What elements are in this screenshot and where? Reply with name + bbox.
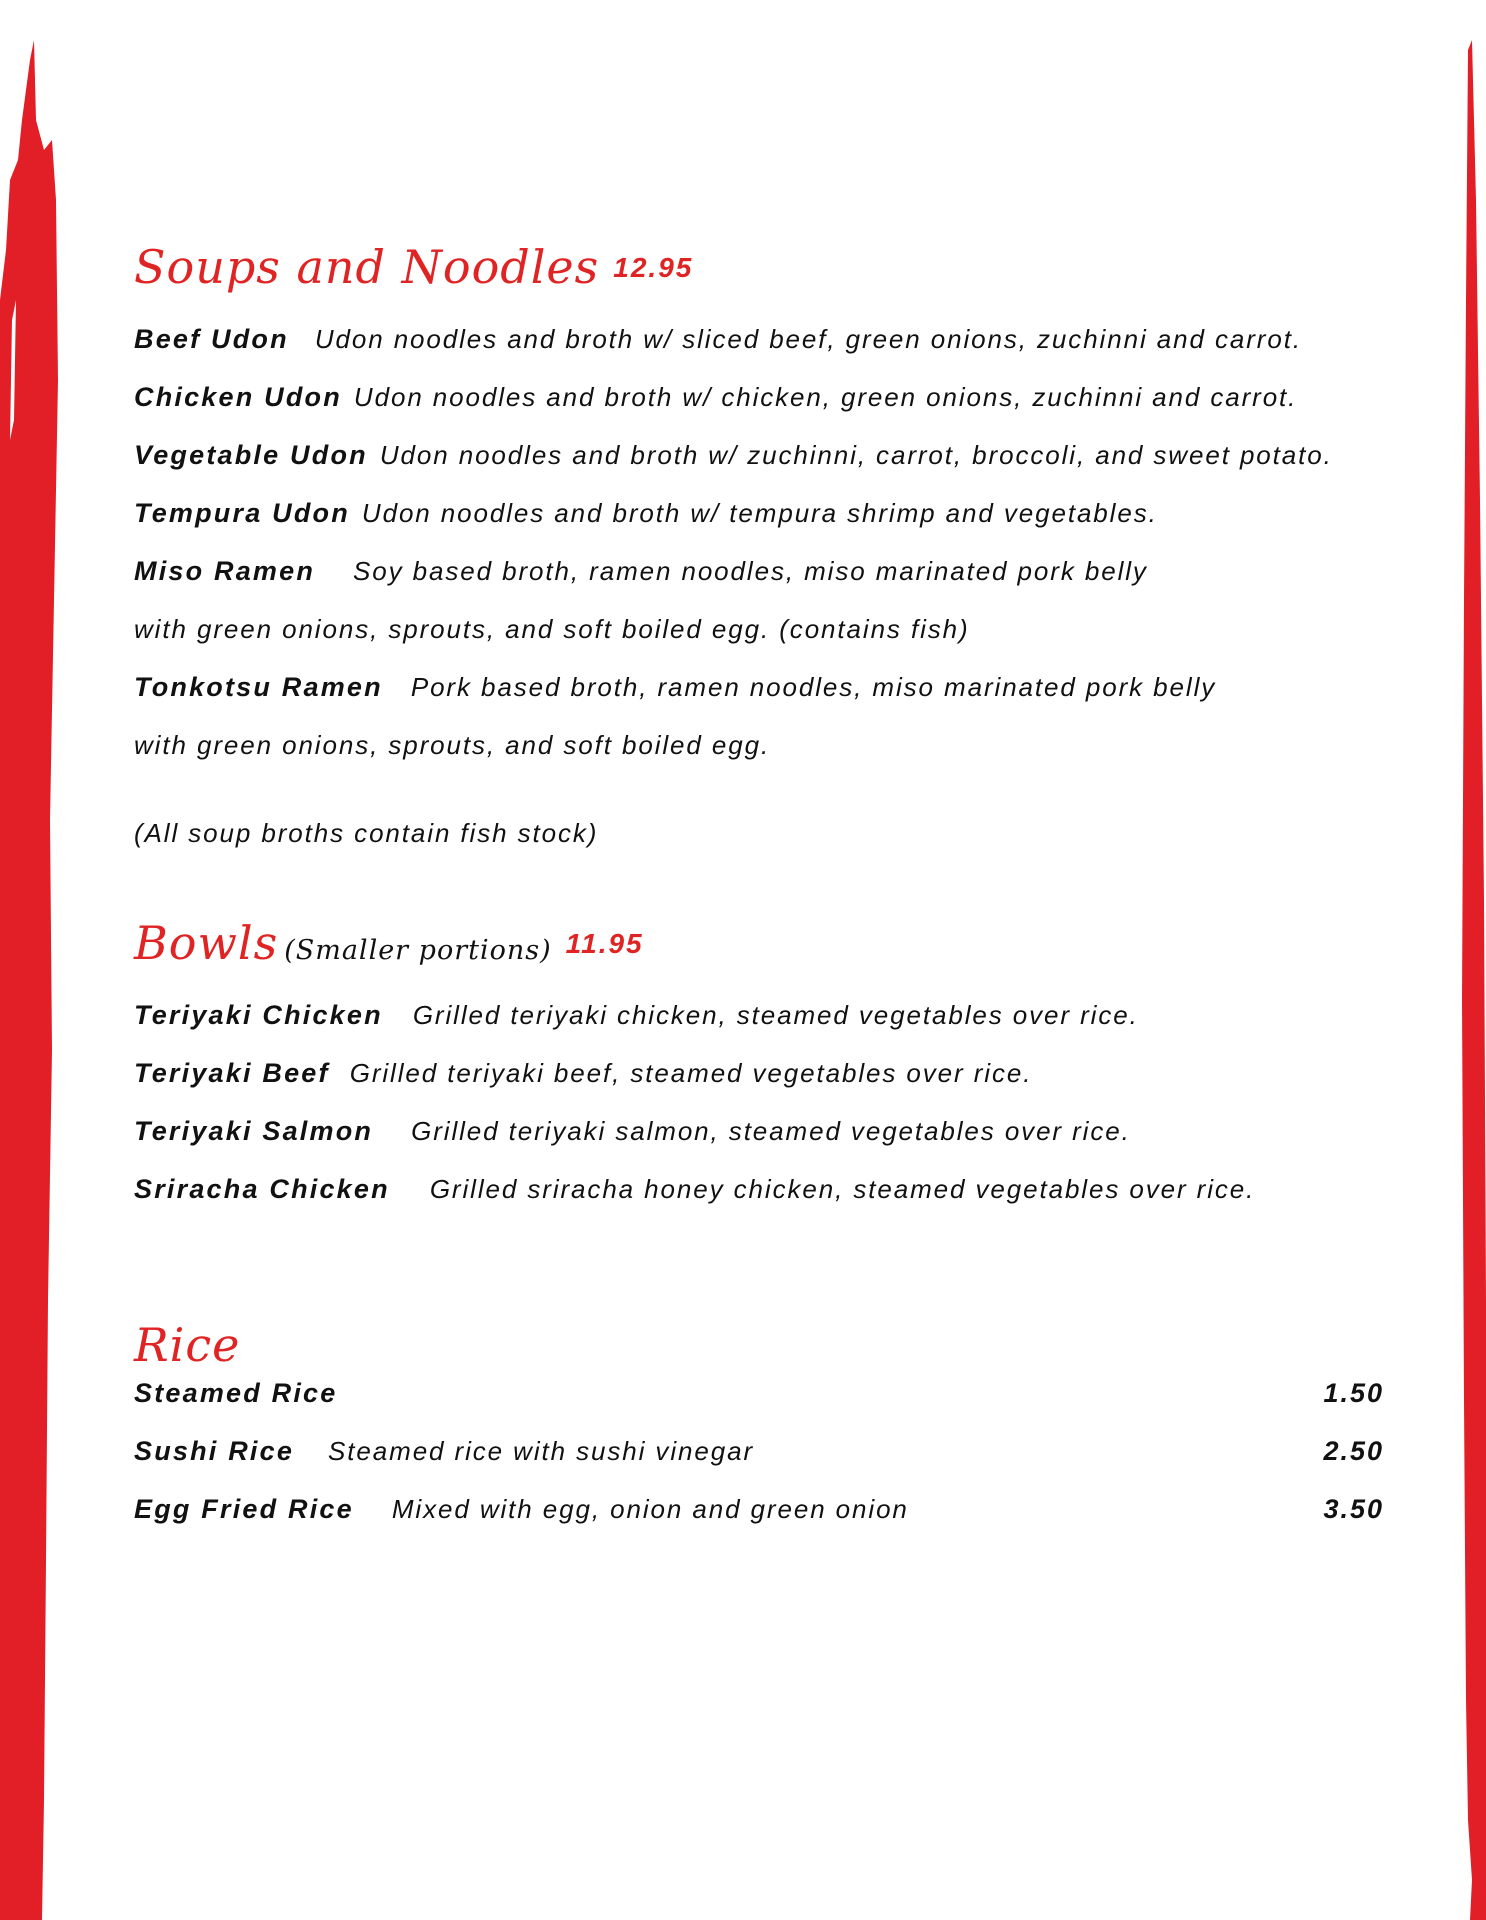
section-note: [134, 818, 598, 849]
section-price: 11.95: [565, 928, 644, 959]
menu-item: [134, 556, 1148, 587]
menu-item: [134, 1116, 1131, 1147]
section-price: 12.95: [613, 252, 694, 283]
item-description: Grilled sriracha honey chicken, steamed vegetables over rice.: [429, 1174, 1256, 1204]
menu-item: [134, 440, 1333, 471]
item-description: Pork based broth, ramen noodles, miso marinated pork belly: [410, 672, 1217, 702]
item-price: 1.50: [1323, 1378, 1384, 1408]
menu-item: [134, 382, 1297, 413]
menu-item: [134, 1378, 337, 1409]
item-description: with green onions, sprouts, and soft boiled egg. (contains fish): [134, 614, 970, 644]
item-name: Tonkotsu Ramen: [134, 672, 383, 702]
item-description: Udon noodles and broth w/ chicken, green onions, zuchinni and carrot.: [353, 382, 1298, 412]
menu-item: [134, 672, 1216, 703]
menu-item: [134, 498, 1158, 529]
item-name: Sriracha Chicken: [134, 1174, 390, 1204]
item-description: Grilled teriyaki chicken, steamed vegetables over rice.: [412, 1000, 1139, 1030]
menu-item: [134, 1000, 1139, 1031]
section-subtitle: (Smaller portions): [284, 935, 552, 966]
item-name: Steamed Rice: [134, 1378, 338, 1408]
section-heading: Soups and Noodles: [134, 240, 600, 294]
menu-item-continuation: [134, 614, 970, 645]
item-description: Udon noodles and broth w/ sliced beef, green onions, zuchinni and carrot.: [314, 324, 1302, 354]
item-name: Vegetable Udon: [134, 440, 368, 470]
item-price: 3.50: [1323, 1494, 1384, 1524]
item-description: Udon noodles and broth w/ tempura shrimp and vegetables.: [361, 498, 1158, 528]
section-heading: Rice: [134, 1318, 241, 1372]
section-title-bowls: [134, 916, 644, 970]
broth-note: (All soup broths contain fish stock): [134, 818, 599, 848]
red-brush-stroke-right: [1446, 0, 1486, 1920]
item-name: Tempura Udon: [134, 498, 350, 528]
item-name: Teriyaki Chicken: [134, 1000, 383, 1030]
item-description: with green onions, sprouts, and soft boiled egg.: [134, 730, 771, 760]
item-price: 2.50: [1323, 1436, 1384, 1466]
item-description: Grilled teriyaki salmon, steamed vegetables over rice.: [411, 1116, 1131, 1146]
menu-item: [134, 324, 1302, 355]
item-description: Soy based broth, ramen noodles, miso marinated pork belly: [353, 556, 1148, 586]
item-description: Udon noodles and broth w/ zuchinni, carrot, broccoli, and sweet potato.: [379, 440, 1333, 470]
section-title-soups: [134, 240, 693, 294]
item-name: Sushi Rice: [134, 1436, 295, 1466]
section-title-rice: [134, 1318, 240, 1372]
menu-item: [134, 1436, 754, 1467]
item-name: Egg Fried Rice: [134, 1494, 354, 1524]
menu-item: [134, 1494, 909, 1525]
item-name: Beef Udon: [134, 324, 289, 354]
section-heading: Bowls: [134, 916, 279, 970]
menu-item: [134, 1058, 1032, 1089]
red-brush-stroke-left: [0, 0, 70, 1920]
item-name: Miso Ramen: [134, 556, 316, 586]
item-name: Chicken Udon: [134, 382, 342, 412]
menu-item-continuation: [134, 730, 770, 761]
item-description: Mixed with egg, onion and green onion: [391, 1494, 909, 1524]
menu-item: [134, 1174, 1255, 1205]
item-description: Steamed rice with sushi vinegar: [328, 1436, 755, 1466]
item-name: Teriyaki Salmon: [134, 1116, 374, 1146]
item-description: Grilled teriyaki beef, steamed vegetables over rice.: [349, 1058, 1033, 1088]
item-name: Teriyaki Beef: [134, 1058, 330, 1088]
